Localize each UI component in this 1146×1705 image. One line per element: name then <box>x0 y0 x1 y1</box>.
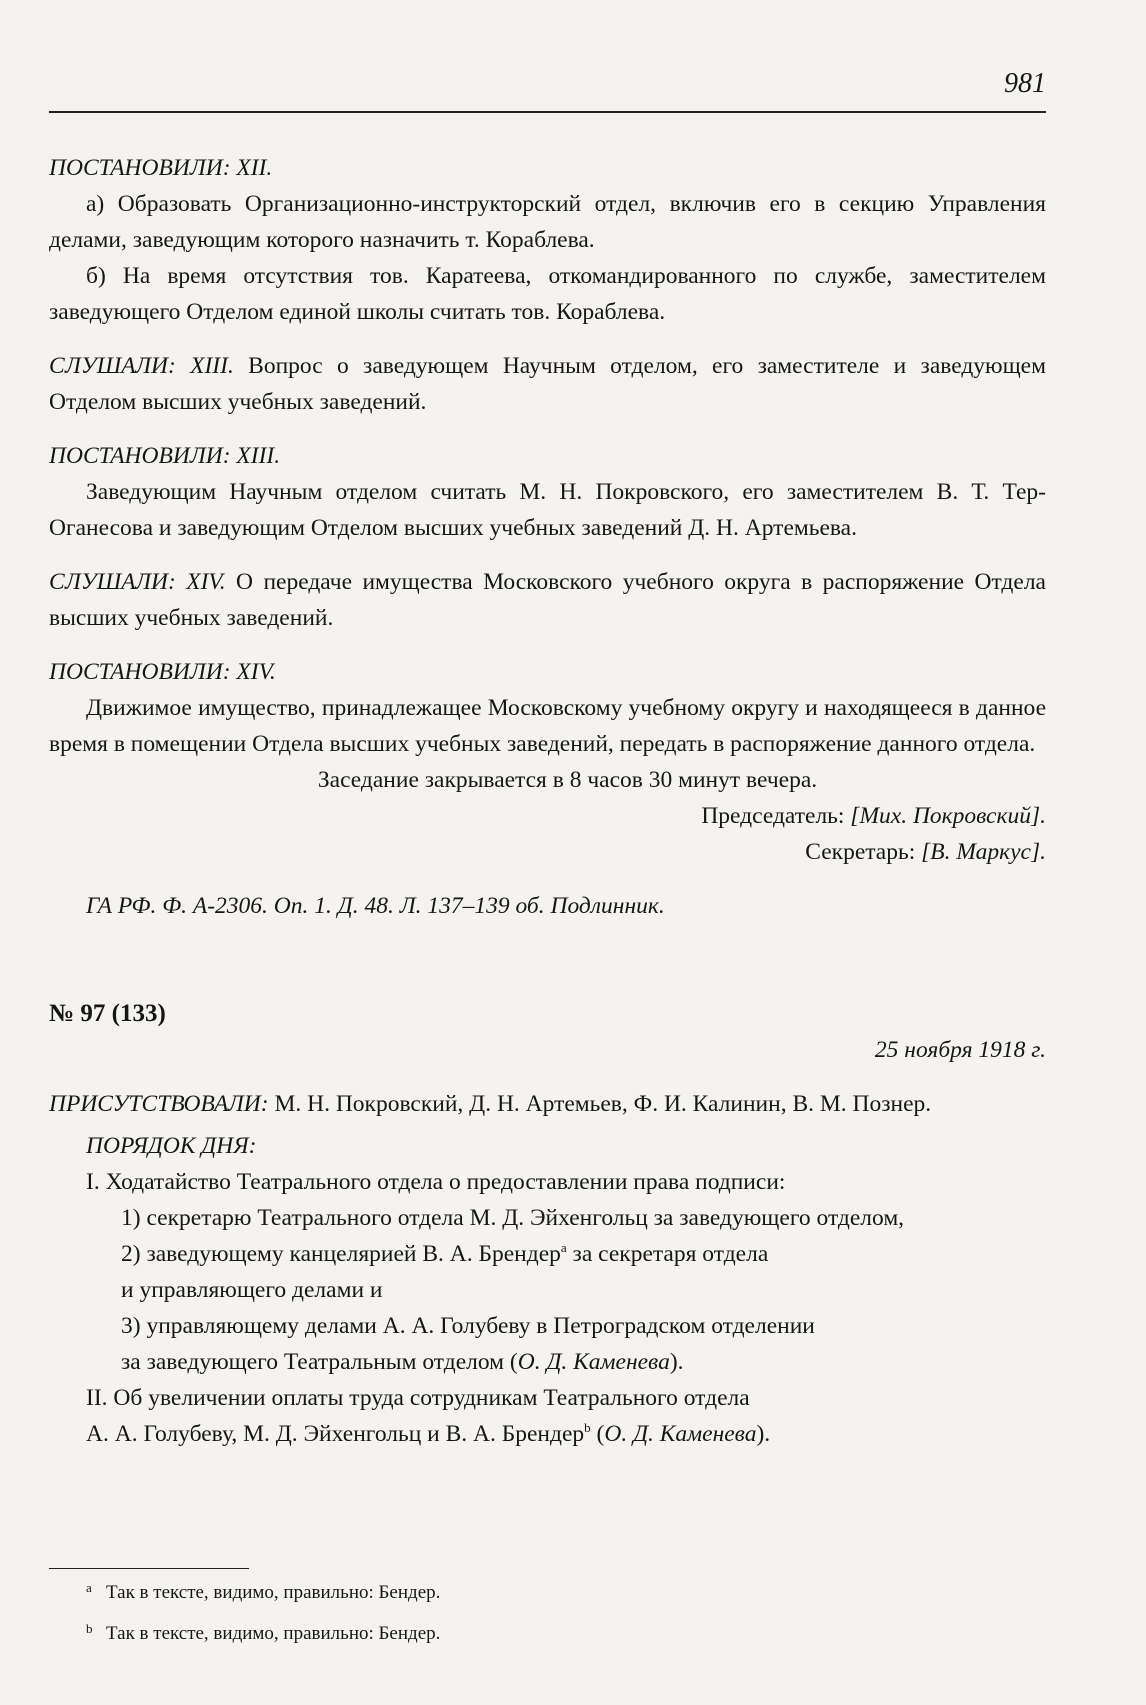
heard-13-label: СЛУШАЛИ: XIII. <box>49 353 234 379</box>
chair-label: Председатель: <box>701 803 851 829</box>
footnote-a-text: Так в тексте, видимо, правильно: Бендер. <box>106 1582 441 1603</box>
document-date: 25 ноября 1918 г. <box>874 1037 1046 1063</box>
chair-signature <box>49 798 1046 834</box>
footnotes <box>86 1573 440 1655</box>
closing-line: Заседание закрывается в 8 часов 30 минут вечера. <box>317 767 818 793</box>
header-rule <box>49 111 1046 113</box>
document-page <box>49 0 1046 1705</box>
footnote-b <box>86 1614 440 1649</box>
footnote-a-mark: a <box>86 1580 92 1595</box>
secretary-signature <box>49 834 1046 870</box>
agenda-title: ПОРЯДОК ДНЯ: <box>86 1133 257 1159</box>
heard-14-label: СЛУШАЛИ: XIV. <box>49 569 226 595</box>
agenda-subitem-2-text: 2) заведующему канцелярией В. А. Брендер <box>121 1241 561 1267</box>
resolved-13-label: ПОСТАНОВИЛИ: XIII. <box>49 443 281 469</box>
archive-reference: ГА РФ. Ф. А-2306. Оп. 1. Д. 48. Л. 137–139 об. Подлинник. <box>86 893 665 919</box>
agenda-subitem-2-cont: и управляющего делами и <box>121 1277 383 1303</box>
resolved-12-label: ПОСТАНОВИЛИ: XII. <box>49 155 273 181</box>
agenda-subitem-3: 3) управляющему делами А. А. Голубеву в Петроградском отделении <box>121 1313 815 1339</box>
agenda-subitem-3-author: О. Д. Каменева <box>517 1349 670 1375</box>
document-number: № 97 (133) <box>49 1000 166 1027</box>
resolved-12-b: б) На время отсутствия тов. Каратеева, откомандированного по службе, заместителем заведующего Отделом единой школы считать тов. Кораблева. <box>49 263 1046 325</box>
agenda-item-2-end: ). <box>756 1421 771 1447</box>
page-header <box>49 66 1046 116</box>
document-body <box>49 150 1046 1452</box>
agenda-item-2: II. Об увеличении оплаты труда сотрудникам Театрального отдела <box>86 1385 750 1411</box>
agenda-item-2-cont <box>86 1416 1046 1452</box>
footnote-ref-a: a <box>560 1240 567 1255</box>
agenda-subitem-3-text: за заведующего Театральным отделом ( <box>121 1349 518 1375</box>
agenda-subitem-3-cont <box>121 1344 1046 1380</box>
secretary-label: Секретарь: <box>805 839 922 865</box>
agenda-subitem-2-tail: за секретаря отдела <box>566 1241 769 1267</box>
agenda-item-2-open: ( <box>590 1421 605 1447</box>
agenda-subitem-1: 1) секретарю Театрального отдела М. Д. Эйхенгольц за заведующего отделом, <box>121 1205 905 1231</box>
present-label: ПРИСУТСТВОВАЛИ: <box>49 1091 269 1117</box>
resolved-12-a: а) Образовать Организационно-инструкторский отдел, включив его в секцию Управления делами, заведующим которого назначить т. Кораблева. <box>49 191 1046 253</box>
footnote-ref-b: b <box>584 1420 591 1435</box>
resolved-14-label: ПОСТАНОВИЛИ: XIV. <box>49 659 276 685</box>
heard-14 <box>49 564 1046 636</box>
chair-name: [Мих. Покровский]. <box>850 803 1046 829</box>
secretary-name: [В. Маркус]. <box>921 839 1046 865</box>
page-number: 981 <box>1004 68 1046 99</box>
footnote-rule <box>49 1568 249 1569</box>
heard-13 <box>49 348 1046 420</box>
agenda-subitem-3-end: ). <box>669 1349 684 1375</box>
present-line <box>49 1086 1046 1122</box>
agenda-item-1: I. Ходатайство Театрального отдела о предоставлении права подписи: <box>86 1169 786 1195</box>
agenda-item-2-text: А. А. Голубеву, М. Д. Эйхенгольц и В. А. Брендер <box>86 1421 585 1447</box>
agenda-item-2-author: О. Д. Каменева <box>604 1421 757 1447</box>
present-text: М. Н. Покровский, Д. Н. Артемьев, Ф. И. Калинин, В. М. Познер. <box>268 1091 932 1117</box>
footnote-b-mark: b <box>86 1621 93 1636</box>
heard-14-text: О передаче имущества Московского учебного округа в распоряжение Отдела высших учебных заведений. <box>49 569 1046 631</box>
footnote-b-text: Так в тексте, видимо, правильно: Бендер. <box>106 1623 441 1644</box>
resolved-13-text: Заведующим Научным отделом считать М. Н. Покровского, его заместителем В. Т. Тер-Оганесова и заведующим Отделом высших учебных заведений Д. Н. Артемьева. <box>49 479 1046 541</box>
footnote-a <box>86 1573 440 1608</box>
agenda-subitem-2 <box>121 1236 1046 1272</box>
heard-13-text: Вопрос о заведующем Научным отделом, его заместителе и заведующем Отделом высших учебных заведений. <box>49 353 1046 415</box>
resolved-14-text: Движимое имущество, принадлежащее Московскому учебному округу и находящееся в данное время в помещении Отдела высших учебных заведений, передать в распоряжение данного отдела. <box>49 695 1046 757</box>
